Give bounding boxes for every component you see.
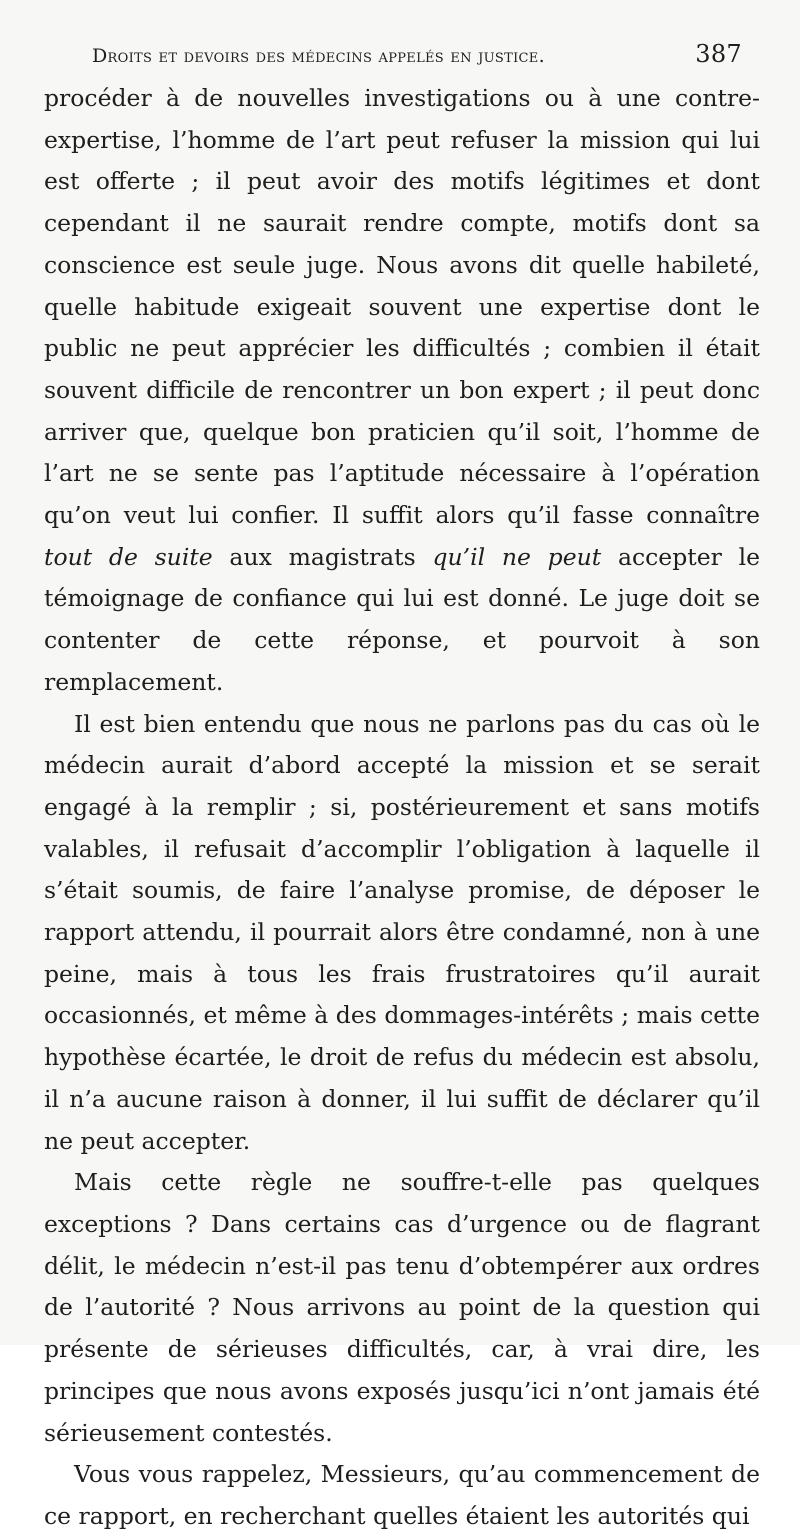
paragraph-3: Mais cette règle ne souffre-t-elle pas quelques exceptions ? Dans certains cas d’urgence ou de flagrant délit, le médecin n’est-il pas tenu d’obtempérer aux ordres de l’autorité ? Nous arrivons au point de la question qui présente de sérieuses difficultés, car, à vrai dire, les principes que nous avons exposés jusqu’ici n’ont jamais été sérieusement contestés. xyxy=(44,1168,760,1447)
paragraph-1-text-middle: aux magistrats xyxy=(212,542,433,571)
page-header xyxy=(92,40,742,74)
paragraph-1 xyxy=(44,78,760,704)
body-text xyxy=(44,78,760,1538)
paragraph-1-text-after: accepter le témoignage de confiance qui lui est donné. Le juge doit se contenter de cette réponse, et pourvoit à son remplacement. xyxy=(44,542,761,696)
emphasis-tout-de-suite: tout de suite xyxy=(44,542,213,571)
emphasis-qu-il-ne-peut: qu’il ne peut xyxy=(432,542,602,571)
paragraph-4: Vous vous rappelez, Messieurs, qu’au commencement de ce rapport, en recherchant quelles étaient les autorités qui xyxy=(44,1460,760,1530)
paragraph-1-text-before: procéder à de nouvelles investigations ou à une contre-expertise, l’homme de l’art peut refuser la mission qui lui est offerte ; il peut avoir des motifs légitimes et dont cependant il ne saurait rendre compte, motifs dont sa conscience est seule juge. Nous avons dit quelle habileté, quelle habitude exigeait souvent une expertise dont le public ne peut apprécier les difficultés ; combien il était souvent difficile de rencontrer un bon expert ; il peut donc arriver que, quelque bon praticien qu’il soit, l’homme de l’art ne se sente pas l’aptitude nécessaire à l’opération qu’on veut lui confier. Il suffit alors qu’il fasse connaître xyxy=(44,84,760,530)
page-number: 387 xyxy=(695,40,742,68)
paragraph-2: Il est bien entendu que nous ne parlons pas du cas où le médecin aurait d’abord accepté la mission et se serait engagé à la remplir ; si, postérieurement et sans motifs valables, il refusait d’accomplir l’obligation à laquelle il s’était soumis, de faire l’analyse promise, de déposer le rapport attendu, il pourrait alors être condamné, non à une peine, mais à tous les frais frustratoires qu’il aurait occasionnés, et même à des dommages-intérêts ; mais cette hypothèse écartée, le droit de refus du médecin est absolu, il n’a aucune raison à donner, il lui suffit de déclarer qu’il ne peut accepter. xyxy=(44,709,760,1155)
running-title: Droits et devoirs des médecins appelés en justice. xyxy=(92,45,545,67)
